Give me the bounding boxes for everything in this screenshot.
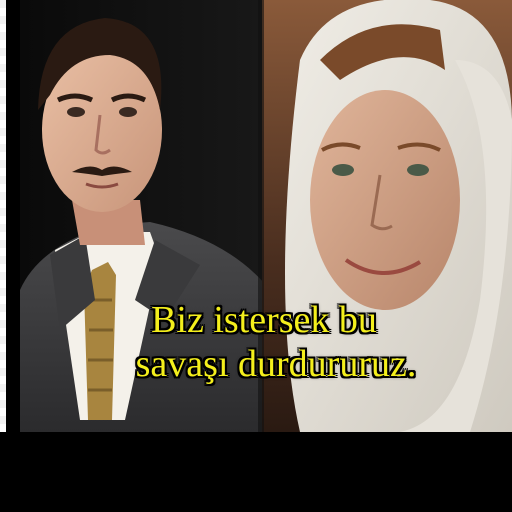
subtitle-line-1: Biz istersek bu [151,299,377,341]
woman-face [310,90,460,310]
subtitle-caption [0,298,512,386]
subtitle-line-2: savaşı durdururuz. [135,343,417,385]
bottom-black-band [0,432,512,512]
